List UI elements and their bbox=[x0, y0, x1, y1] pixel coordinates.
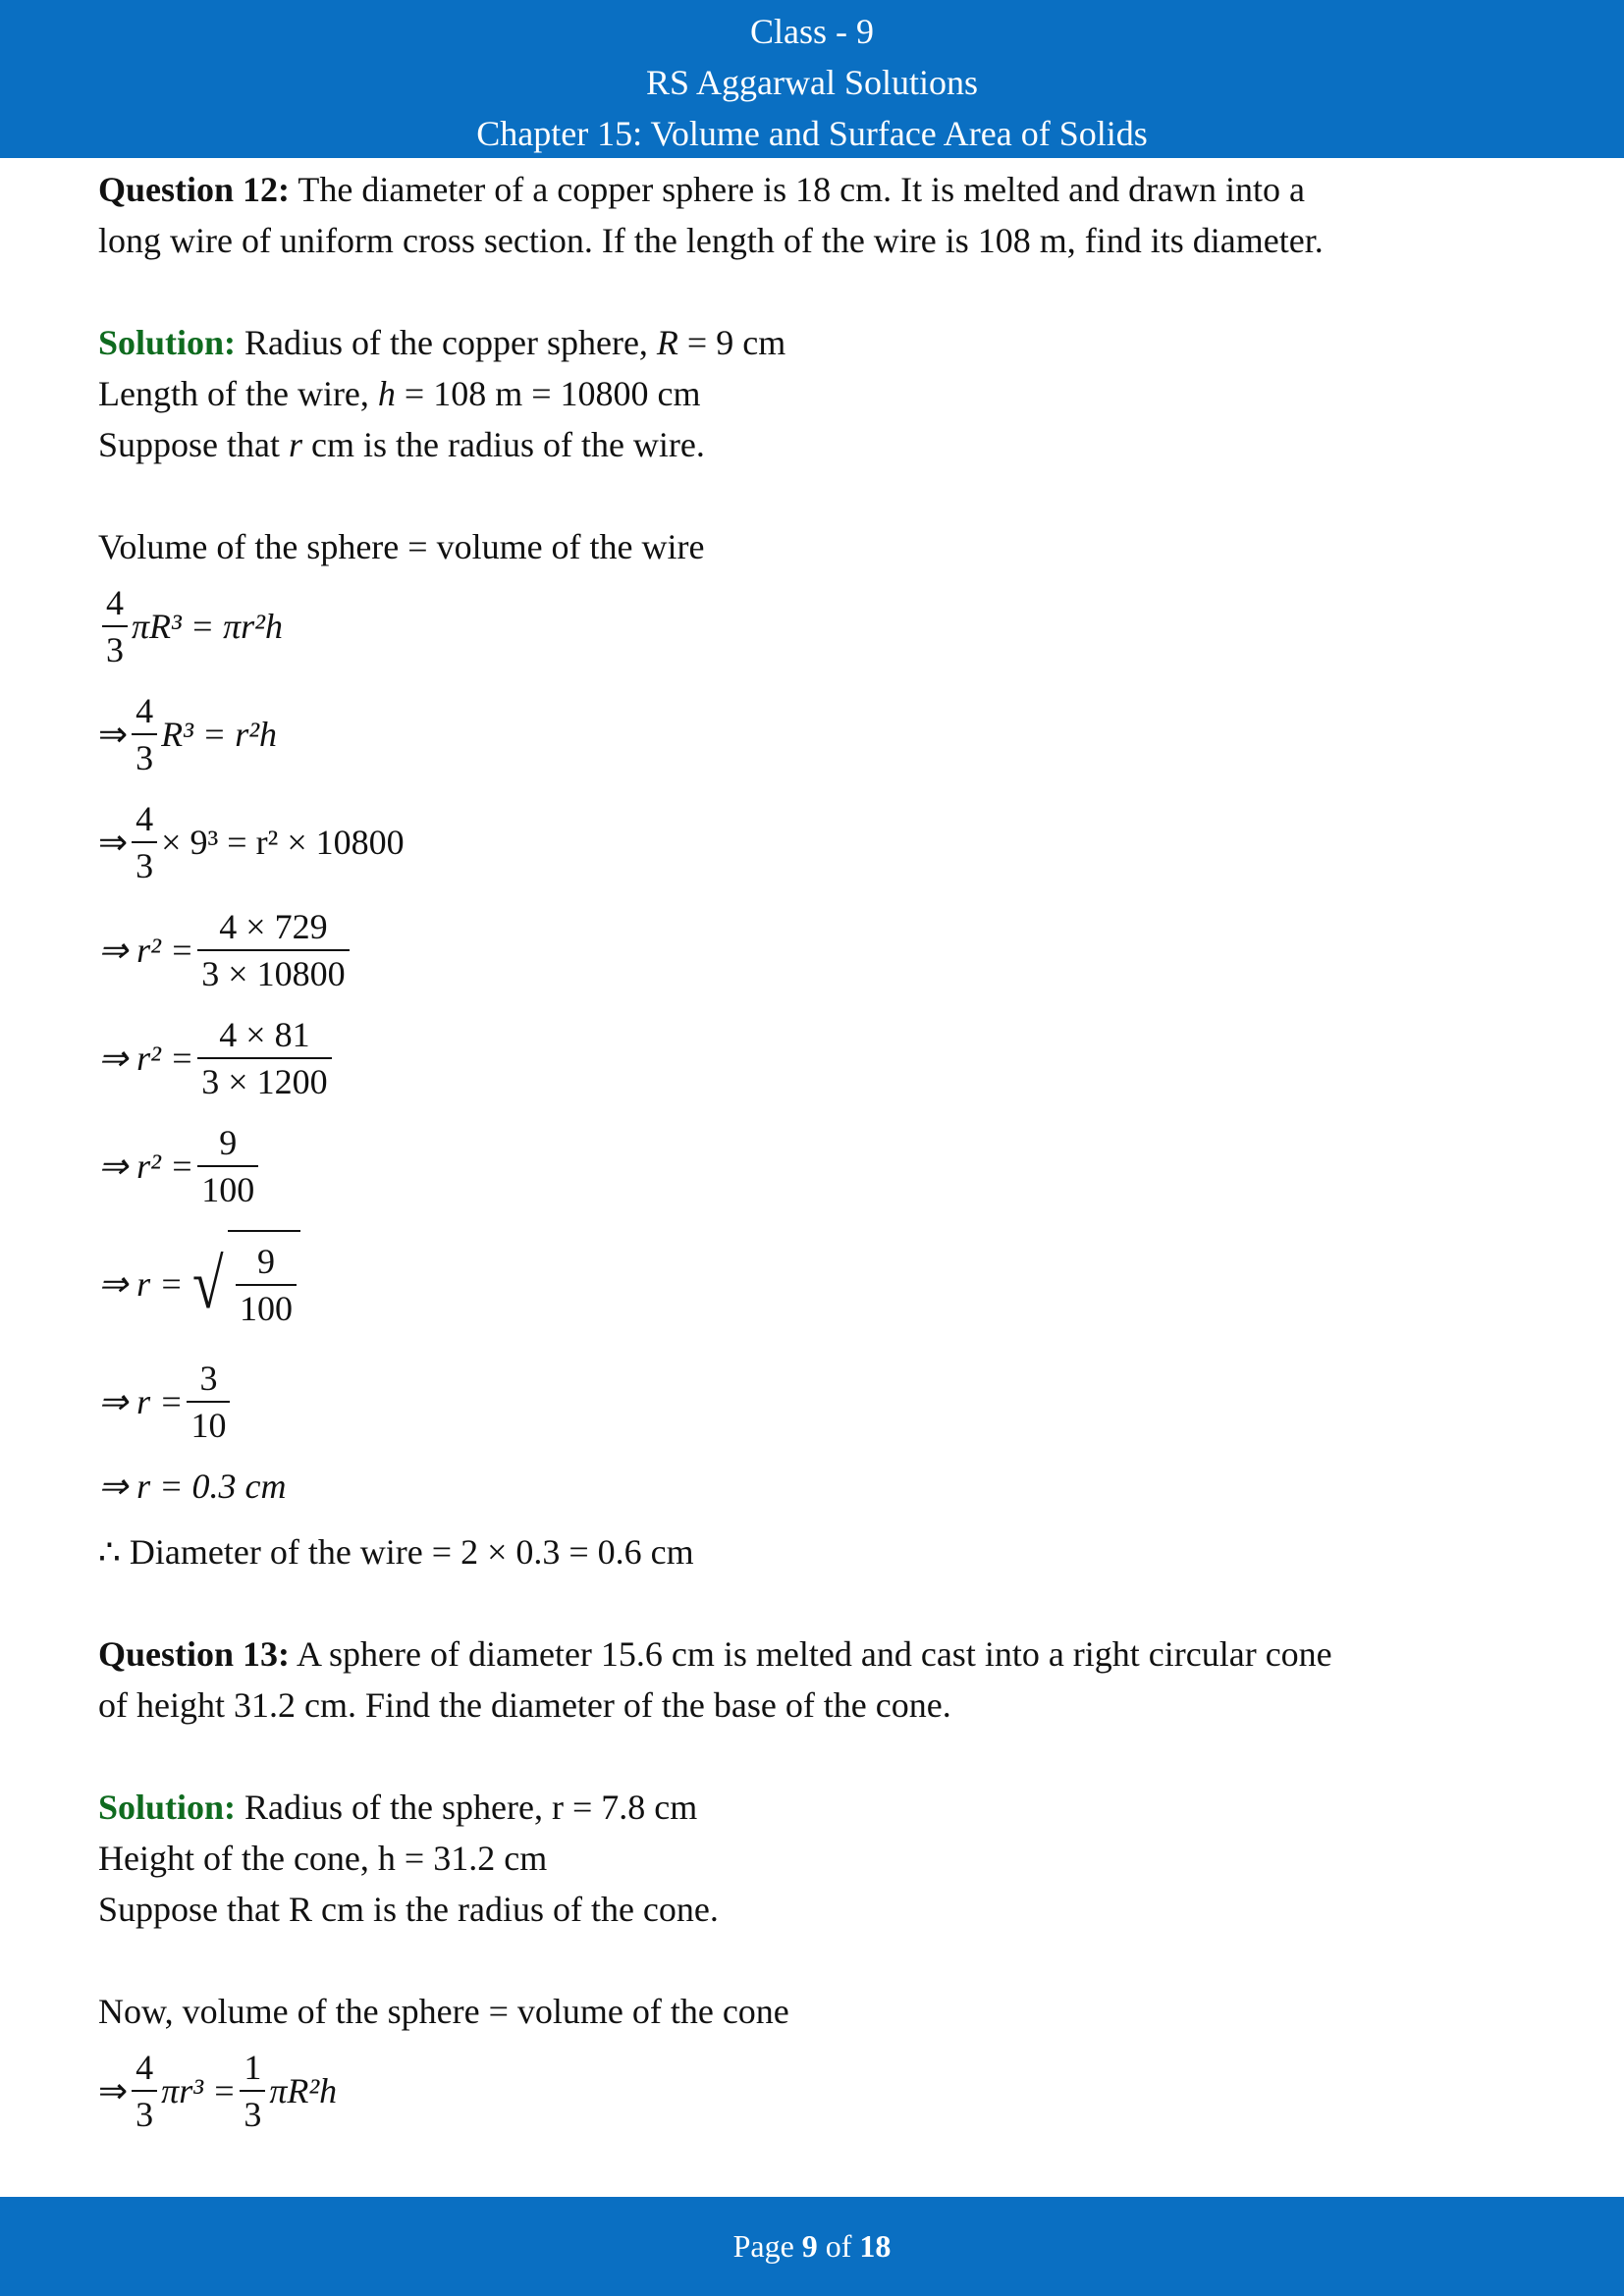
fraction-numerator: 1 bbox=[244, 2048, 262, 2087]
equation-6 bbox=[98, 1112, 1532, 1220]
solution-12-line-1b: R bbox=[656, 323, 678, 362]
fraction-denominator: 100 bbox=[197, 1165, 258, 1212]
solution-12-statement: Volume of the sphere = volume of the wire bbox=[98, 527, 705, 566]
solution-12-line-1a: Radius of the copper sphere, bbox=[236, 323, 657, 362]
fraction bbox=[132, 796, 157, 888]
fraction-denominator: 3 bbox=[102, 625, 128, 672]
equation-2 bbox=[98, 680, 1532, 788]
solution-12-line-3a: Suppose that bbox=[98, 425, 289, 464]
solution-13-line-2: Height of the cone, h = 31.2 cm bbox=[98, 1839, 548, 1878]
fraction-numerator: 4 × 81 bbox=[219, 1015, 310, 1054]
question-13-text-2: of height 31.2 cm. Find the diameter of the base of the cone. bbox=[98, 1685, 951, 1725]
implies-symbol: ⇒ bbox=[98, 2071, 129, 2110]
equation-1-rest: πR³ = πr²h bbox=[132, 607, 283, 646]
equation-3 bbox=[98, 788, 1532, 896]
fraction-denominator: 100 bbox=[236, 1284, 297, 1331]
footer-page-word: Page bbox=[732, 2228, 794, 2264]
fraction-denominator: 3 × 10800 bbox=[197, 949, 349, 996]
fraction-numerator: 3 bbox=[199, 1359, 218, 1398]
equation-4-prefix: ⇒ r² = bbox=[98, 931, 194, 970]
footer-of-word: of bbox=[825, 2228, 852, 2264]
question-13 bbox=[98, 1629, 1532, 1731]
fraction bbox=[197, 1120, 258, 1212]
header-class: Class - 9 bbox=[750, 12, 874, 51]
question-13-label: Question 13: bbox=[98, 1634, 291, 1674]
implies-symbol: ⇒ bbox=[98, 715, 129, 754]
fraction-denominator: 10 bbox=[187, 1401, 230, 1448]
equation-1 bbox=[98, 572, 1532, 680]
fraction bbox=[102, 580, 128, 672]
implies-symbol: ⇒ bbox=[98, 823, 129, 862]
solution-12-line-3c: cm is the radius of the wire. bbox=[302, 425, 705, 464]
equation-13-mid: πr³ = bbox=[161, 2071, 237, 2110]
fraction bbox=[132, 2045, 157, 2137]
equation-7-prefix: ⇒ r = bbox=[98, 1264, 184, 1304]
page-footer bbox=[0, 2197, 1624, 2296]
solution-13-statement: Now, volume of the sphere = volume of the cone bbox=[98, 1992, 789, 2031]
question-12 bbox=[98, 164, 1532, 266]
solution-13 bbox=[98, 1782, 1532, 1935]
equation-5-prefix: ⇒ r² = bbox=[98, 1039, 194, 1078]
fraction-denominator: 3 bbox=[132, 733, 157, 780]
solution-13-line-3: Suppose that R cm is the radius of the cone. bbox=[98, 1890, 719, 1929]
equation-9-text: ⇒ r = 0.3 cm bbox=[98, 1467, 287, 1506]
solution-12-line-1c: = 9 cm bbox=[677, 323, 786, 362]
equation-3-rest: × 9³ = r² × 10800 bbox=[161, 823, 405, 862]
fraction-numerator: 4 bbox=[106, 583, 124, 622]
radical-sign-icon: √ bbox=[192, 1245, 225, 1323]
header-book: RS Aggarwal Solutions bbox=[645, 63, 979, 102]
fraction-denominator: 3 bbox=[240, 2090, 265, 2137]
fraction bbox=[197, 904, 349, 996]
page-header bbox=[0, 0, 1624, 158]
square-root bbox=[189, 1230, 300, 1338]
solution-12-line-2c: = 108 m = 10800 cm bbox=[395, 374, 701, 413]
solution-12-line-3b: r bbox=[289, 425, 303, 464]
fraction-numerator: 4 bbox=[135, 691, 154, 730]
fraction bbox=[187, 1356, 230, 1448]
equation-8-prefix: ⇒ r = bbox=[98, 1382, 184, 1421]
page-number: 9 bbox=[801, 2228, 818, 2264]
equation-13-end: πR²h bbox=[269, 2071, 338, 2110]
question-13-text-1: A sphere of diameter 15.6 cm is melted and cast into a right circular cone bbox=[290, 1634, 1332, 1674]
question-12-text-2: long wire of uniform cross section. If the length of the wire is 108 m, find its diameter. bbox=[98, 221, 1324, 260]
equation-5 bbox=[98, 1004, 1532, 1112]
fraction-denominator: 3 bbox=[132, 2090, 157, 2137]
radicand bbox=[228, 1230, 300, 1338]
fraction bbox=[132, 688, 157, 780]
question-12-text-1: The diameter of a copper sphere is 18 cm. It is melted and drawn into a bbox=[290, 170, 1306, 209]
fraction-numerator: 9 bbox=[219, 1123, 238, 1162]
equation-13-1 bbox=[98, 2037, 1532, 2145]
fraction bbox=[236, 1239, 297, 1331]
equation-8 bbox=[98, 1348, 1532, 1456]
solution-13-label: Solution: bbox=[98, 1788, 237, 1827]
page-content bbox=[98, 158, 1532, 2145]
solution-13-line-1: Radius of the sphere, r = 7.8 cm bbox=[236, 1788, 698, 1827]
fraction-denominator: 3 bbox=[132, 841, 157, 888]
fraction bbox=[240, 2045, 265, 2137]
question-12-label: Question 12: bbox=[98, 170, 291, 209]
fraction-denominator: 3 × 1200 bbox=[197, 1057, 331, 1104]
equation-6-prefix: ⇒ r² = bbox=[98, 1147, 194, 1186]
solution-12-label: Solution: bbox=[98, 323, 237, 362]
equation-9 bbox=[98, 1456, 1532, 1517]
solution-12-line-2a: Length of the wire, bbox=[98, 374, 378, 413]
equation-2-rest: R³ = r²h bbox=[161, 715, 278, 754]
equation-4 bbox=[98, 896, 1532, 1004]
solution-12-conclusion: ∴ Diameter of the wire = 2 × 0.3 = 0.6 cm bbox=[98, 1532, 694, 1572]
solution-12 bbox=[98, 317, 1532, 470]
fraction bbox=[197, 1012, 331, 1104]
equation-7 bbox=[98, 1220, 1532, 1348]
header-chapter: Chapter 15: Volume and Surface Area of Solids bbox=[476, 114, 1148, 153]
solution-12-line-2b: h bbox=[377, 374, 396, 413]
fraction-numerator: 9 bbox=[256, 1242, 275, 1281]
fraction-numerator: 4 bbox=[135, 2048, 154, 2087]
page-total: 18 bbox=[859, 2228, 892, 2264]
fraction-numerator: 4 × 729 bbox=[219, 907, 328, 946]
fraction-numerator: 4 bbox=[135, 799, 154, 838]
